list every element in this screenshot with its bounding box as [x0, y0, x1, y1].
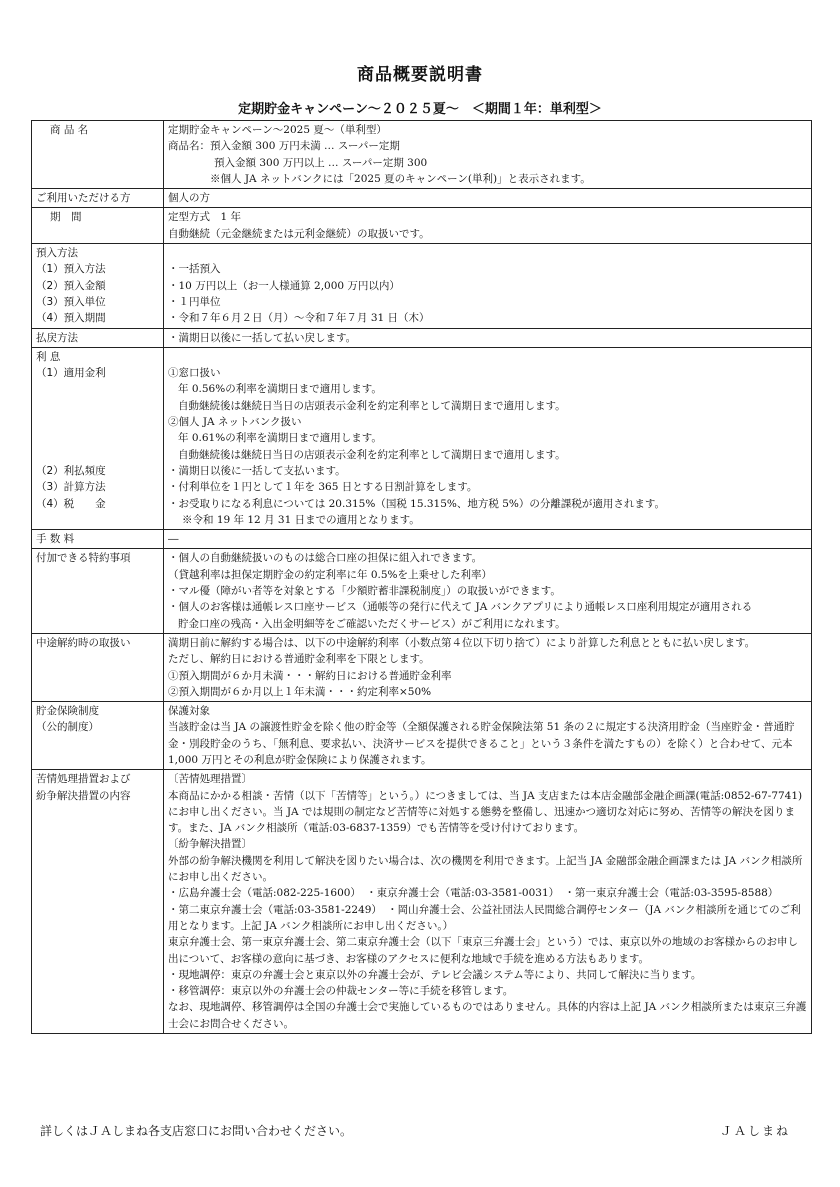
value-product-name: 定期貯金キャンペーン～2025 夏～（単利型） 商品名：預入金額 300 万円未満 … スーパー定期 預入金額 300 万円以上 … スーパー定期 300 ※個人 JA ネットバンクには「2025 夏のキャンペーン(単利)」と表示されます。 — [164, 121, 812, 189]
label-dispute: 苦情処理措置および 紛争解決措置の内容 — [32, 770, 164, 1034]
row-special — [32, 549, 812, 633]
label-deposit: 預入方法 （1）預入方法 （2）預入金額 （3）預入単位 （4）預入期間 — [32, 244, 164, 328]
row-dispute — [32, 770, 812, 1034]
label-interest: 利 息 （1）適用金利 （2）利払頻度 （3）計算方法 （4）税 金 — [32, 347, 164, 529]
row-early-cancel — [32, 633, 812, 701]
product-summary-table — [31, 120, 812, 1034]
row-deposit-insurance — [32, 702, 812, 770]
row-product-name — [32, 121, 812, 189]
label-special: 付加できる特約事項 — [32, 549, 164, 633]
label-product-name: 商 品 名 — [32, 121, 164, 189]
value-special: ・個人の自動継続扱いのものは総合口座の担保に組入れできます。 （貸越利率は担保定期貯金の約定利率に年 0.5%を上乗せした利率） ・マル優（障がい者等を対象とする「少額貯蓄非課税制度」）の取扱いができます。 ・個人のお客様は通帳レス口座サービス（通帳等の発行に代えて JA バンクアプリにより通帳レス口座利用規定が適用される 貯金口座の残高・入出金明細等をご確認いただくサービス）がご利用になれます。 — [164, 549, 812, 633]
row-repayment — [32, 328, 812, 347]
value-deposit: ・一括預入 ・10 万円以上（お一人様通算 2,000 万円以内） ・１円単位 ・令和７年６月２日（月）～令和７年７月 31 日（木） — [164, 244, 812, 328]
value-deposit-insurance: 保護対象 当該貯金は当 JA の譲渡性貯金を除く他の貯金等（全額保護される貯金保険法第 51 条の２に規定する決済用貯金（当座貯金・普通貯金・別段貯金のうち、「無利息、要求払い、決済サービスを提供できること」という３条件を満たすもの）を除く）と合わせて、元本 1,000 万円とその利息が貯金保険により保護されます。 — [164, 702, 812, 770]
label-deposit-insurance: 貯金保険制度 （公的制度） — [32, 702, 164, 770]
value-period: 定型方式 1 年 自動継続（元金継続または元利金継続）の取扱いです。 — [164, 208, 812, 244]
row-eligible — [32, 189, 812, 208]
value-early-cancel: 満期日前に解約する場合は、以下の中途解約利率（小数点第４位以下切り捨て）により計算した利息とともに払い戻します。 ただし、解約日における普通貯金利率を下限とします。 ①預入期間が６か月未満・・・解約日における普通貯金利率 ②預入期間が６か月以上１年未満・・・約定利率×50% — [164, 633, 812, 701]
label-eligible: ご利用いただける方 — [32, 189, 164, 208]
value-fee: ― — [164, 530, 812, 549]
value-eligible: 個人の方 — [164, 189, 812, 208]
value-interest: ①窓口扱い 年 0.56%の利率を満期日まで適用します。 自動継続後は継続日当日の店頭表示金利を約定利率として満期日まで適用します。 ②個人 JA ネットバンク扱い 年 0.61%の利率を満期日まで適用します。 自動継続後は継続日当日の店頭表示金利を約定利率として満期日まで適用します。 ・満期日以後に一括して支払います。 ・付利単位を１円として１年を 365 日とする日割計算をします。 ・お受取りになる利息については 20.315%（国税 15.315%、地方税 5%）の分離課税が適用されます。 ※令和 19 年 12 月 31 日までの適用となります。 — [164, 347, 812, 529]
footer-contact-note: 詳しくはＪＡしまね各支店窓口にお問い合わせください。 — [40, 1124, 353, 1138]
row-deposit — [32, 244, 812, 328]
document-title: 商品概要説明書 — [357, 65, 483, 85]
value-dispute: 〔苦情処理措置〕 本商品にかかる相談・苦情（以下「苦情等」という。）につきましては、当 JA 支店または本店金融部金融企画課(電話:0852-67-7741)にお申し出ください。当 JA では規則の制定など苦情等に対処する態勢を整備し、迅速かつ適切な対応に努め、苦情等の解決を図ります。また、JA バンク相談所（電話:03-6837-1359）でも苦情等を受け付けております。 〔紛争解決措置〕 外部の紛争解決機関を利用して解決を図りたい場合は、次の機関を利用できます。上記当 JA 金融部金融企画課または JA バンク相談所にお申し出ください。 ・広島弁護士会（電話:082-225-1600） ・東京弁護士会（電話:03-3581-0031） ・第一東京弁護士会（電話:03-3595-8588） ・第二東京弁護士会（電話:03-3581-2249） ・岡山弁護士会、公益社団法人民間総合調停センター（JA バンク相談所を通じてのご利用となります。上記 JA バンク相談所にお申し出ください。） 東京弁護士会、第一東京弁護士会、第二東京弁護士会（以下「東京三弁護士会」という）では、東京以外の地域のお客様からのお申し出について、お客様の意向に基づき、お客様のアクセスに便利な地域で手続を進める方法もあります。 ・現地調停：東京の弁護士会と東京以外の弁護士会が、テレビ会議システム等により、共同して解決に当ります。 ・移管調停：東京以外の弁護士会の仲裁センター等に手続を移管します。 なお、現地調停、移管調停は全国の弁護士会で実施しているものではありません。具体的内容は上記 JA バンク相談所または東京三弁護士会にお問合せください。 — [164, 770, 812, 1034]
value-repayment: ・満期日以後に一括して払い戻します。 — [164, 328, 812, 347]
label-repayment: 払戻方法 — [32, 328, 164, 347]
footer-organization: ＪＡしまね — [719, 1124, 790, 1138]
row-period — [32, 208, 812, 244]
label-fee: 手 数 料 — [32, 530, 164, 549]
row-interest — [32, 347, 812, 529]
row-fee — [32, 530, 812, 549]
label-early-cancel: 中途解約時の取扱い — [32, 633, 164, 701]
document-subtitle: 定期貯金キャンペーン～２０２５夏～ ＜期間１年：単利型＞ — [238, 102, 602, 117]
label-period: 期 間 — [32, 208, 164, 244]
